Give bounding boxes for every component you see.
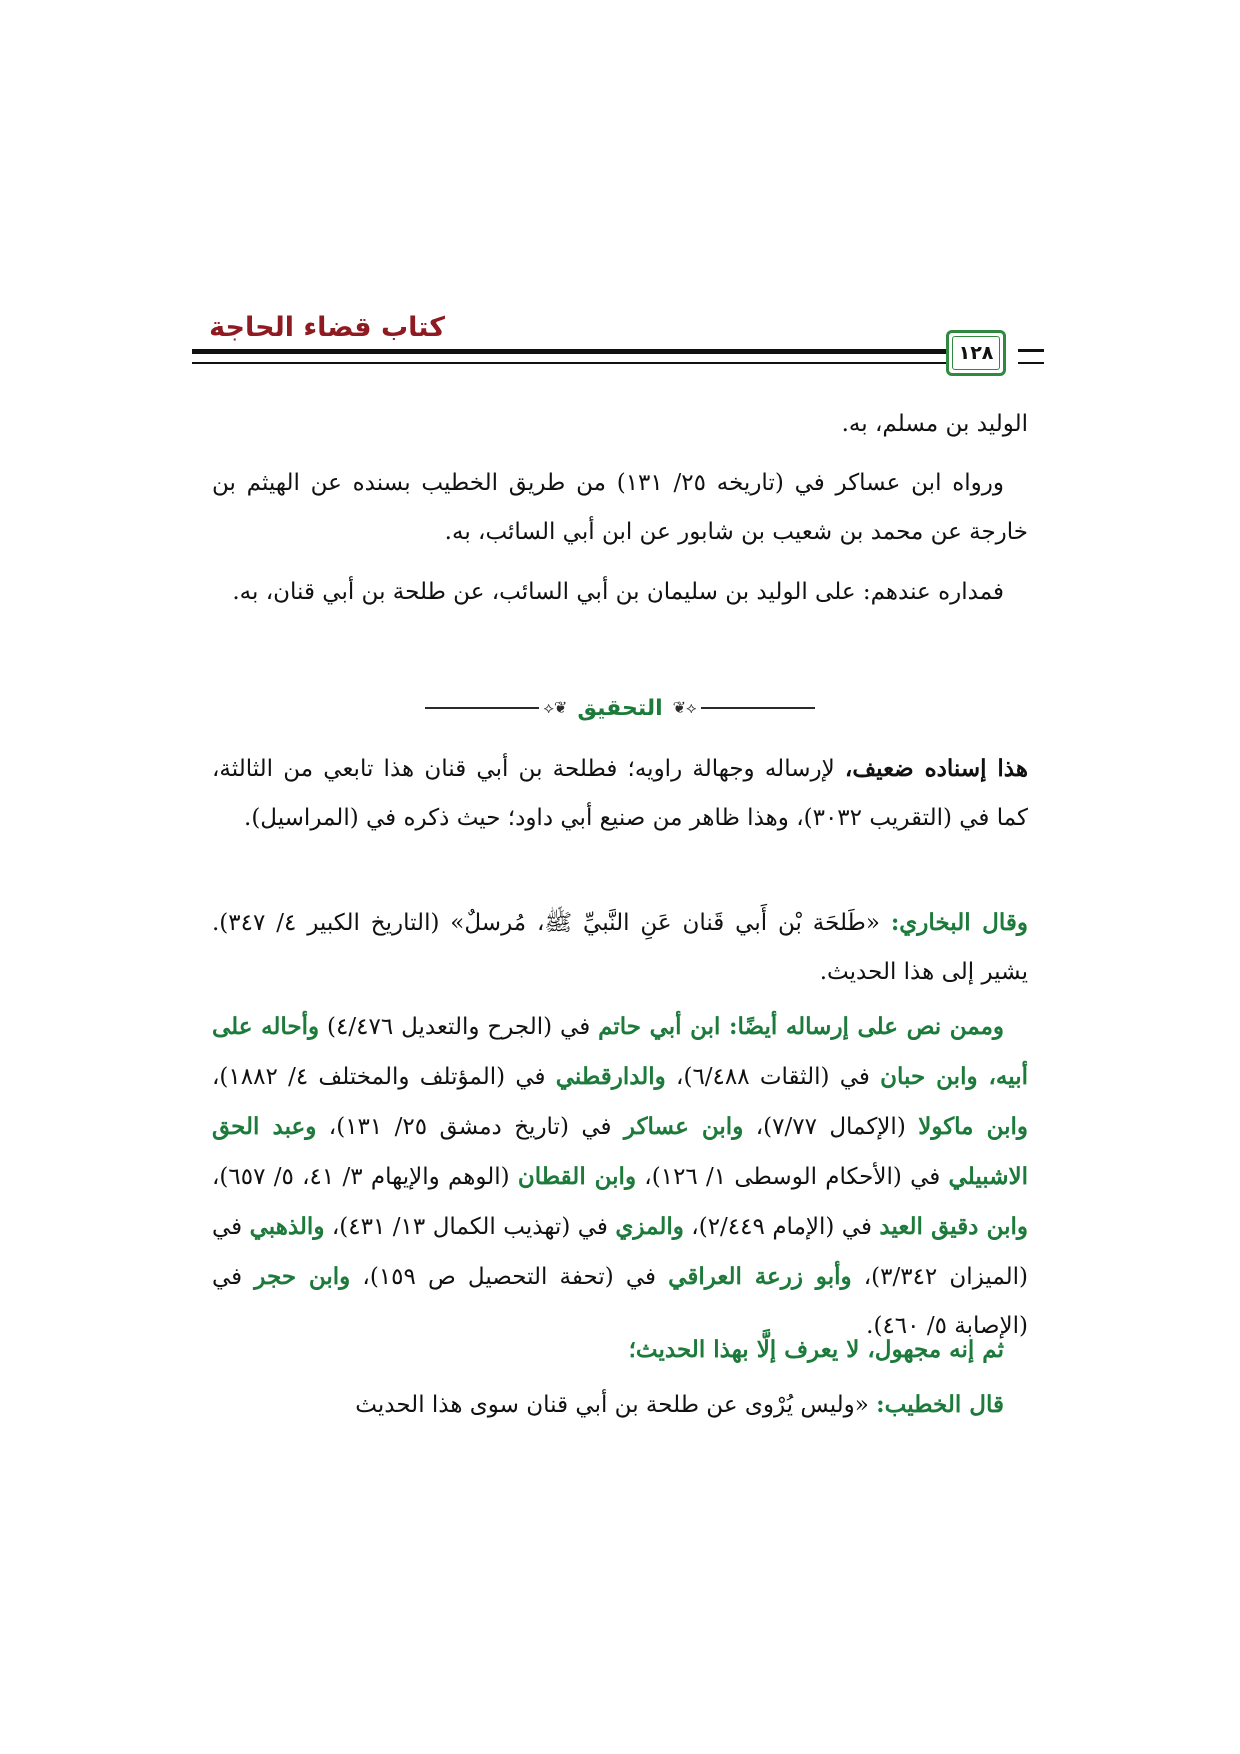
bold-lead: هذا إسناده ضعيف، xyxy=(844,755,1028,782)
text-run: لإرساله وجهالة راويه؛ فطلحة بن أبي قنان هذا تابعي من الثالثة، كما في (التقريب ٣٠٣٢)، وهذا ظاهر من صنيع أبي داود؛ حيث ذكره في (المراسيل). xyxy=(212,756,1028,831)
highlight-name: قال الخطيب: xyxy=(876,1391,1004,1418)
header-rule-stub xyxy=(1018,349,1044,352)
paragraph: ورواه ابن عساكر في (تاريخه ٢٥/ ١٣١) من طريق الخطيب بسنده عن الهيثم بن خارجة عن محمد بن شعيب بن شابور عن ابن أبي السائب، به. xyxy=(212,470,1028,545)
ornament-icon: ⟡❦ xyxy=(672,698,697,717)
text-run: في (تاريخ دمشق ٢٥/ ١٣١)، xyxy=(316,1114,624,1140)
highlight-name: وابن القطان xyxy=(517,1163,637,1190)
page-number-frame xyxy=(946,330,1006,376)
paragraph xyxy=(212,1380,1028,1430)
text-run: في (الإمام ٢/٤٤٩)، xyxy=(683,1214,880,1240)
text-run: في (الميزان ٣/٣٤٢)، xyxy=(212,1214,1029,1290)
section-divider xyxy=(425,693,815,723)
highlight-name: وابن عساكر xyxy=(623,1113,744,1140)
running-header-title: كتاب قضاء الحاجة xyxy=(209,312,445,343)
paragraph: فمداره عندهم: على الوليد بن سليمان بن أبي السائب، عن طلحة بن أبي قنان، به. xyxy=(232,579,1004,605)
text-run: في (الثقات ٦/٤٨٨)، xyxy=(665,1064,881,1090)
text-run: في (الجرح والتعديل ٤/٤٧٦) xyxy=(319,1014,599,1040)
text-run: «طَلحَة بْن أَبي قَنان عَنِ النَّبيِّ ﷺ، مُرسلٌ» (التاريخ الكبير ٤/ ٣٤٧). يشير إلى هذا الحديث. xyxy=(212,910,1028,985)
text-run: «وليس يُرْوى عن طلحة بن أبي قنان سوى هذا الحديث xyxy=(355,1392,877,1418)
highlight-name: وقال البخاري: xyxy=(890,909,1028,936)
highlight-name: والمزي xyxy=(615,1213,684,1240)
divider-line xyxy=(701,707,815,709)
text-run: في (تحفة التحصيل ص ١٥٩)، xyxy=(350,1264,669,1290)
paragraph xyxy=(212,898,1028,997)
paragraph xyxy=(212,744,1028,843)
paragraph-heading: ثم إنه مجهول، لا يعرف إلَّا بهذا الحديث؛ xyxy=(628,1336,1004,1363)
highlight-name: وأحاله على أبيه، وابن حبان xyxy=(212,1013,1028,1090)
highlight-name: وممن نص على إرساله أيضًا: ابن أبي حاتم xyxy=(598,1013,1004,1040)
page-number: ١٢٨ xyxy=(958,342,994,364)
header-rule-thick xyxy=(192,349,1002,354)
header-rule-thin xyxy=(192,362,1002,364)
highlight-name: والدارقطني xyxy=(555,1063,666,1090)
header-rule-stub xyxy=(1018,362,1044,364)
highlight-name: والذهبي xyxy=(249,1213,325,1240)
text-run: في (الأحكام الوسطى ١/ ١٢٦)، xyxy=(636,1164,949,1190)
highlight-name: وعبد الحق الاشبيلي xyxy=(212,1113,1028,1190)
text-run: في (تهذيب الكمال ١٣/ ٤٣١)، xyxy=(324,1214,616,1240)
text-run: في (المؤتلف والمختلف ٤/ ١٨٨٢)، xyxy=(212,1064,556,1090)
highlight-name: وابن حجر xyxy=(254,1263,351,1290)
text-run: في (الإصابة ٥/ ٤٦٠). xyxy=(212,1264,1028,1339)
text-run: (الوهم والإيهام ٣/ ٤١، ٥/ ٦٥٧)، xyxy=(212,1164,518,1190)
divider-line xyxy=(425,707,539,709)
highlight-name: وابن ماكولا xyxy=(918,1113,1028,1140)
section-heading: التحقيق xyxy=(577,695,663,721)
ornament-icon: ❦⟡ xyxy=(543,698,568,717)
highlight-name: وابن دقيق العيد xyxy=(879,1213,1028,1240)
paragraph xyxy=(212,1002,1028,1351)
highlight-name: وأبو زرعة العراقي xyxy=(668,1263,852,1290)
text-run: (الإكمال ٧/٧٧)، xyxy=(743,1114,919,1140)
paragraph: الوليد بن مسلم، به. xyxy=(841,411,1028,437)
